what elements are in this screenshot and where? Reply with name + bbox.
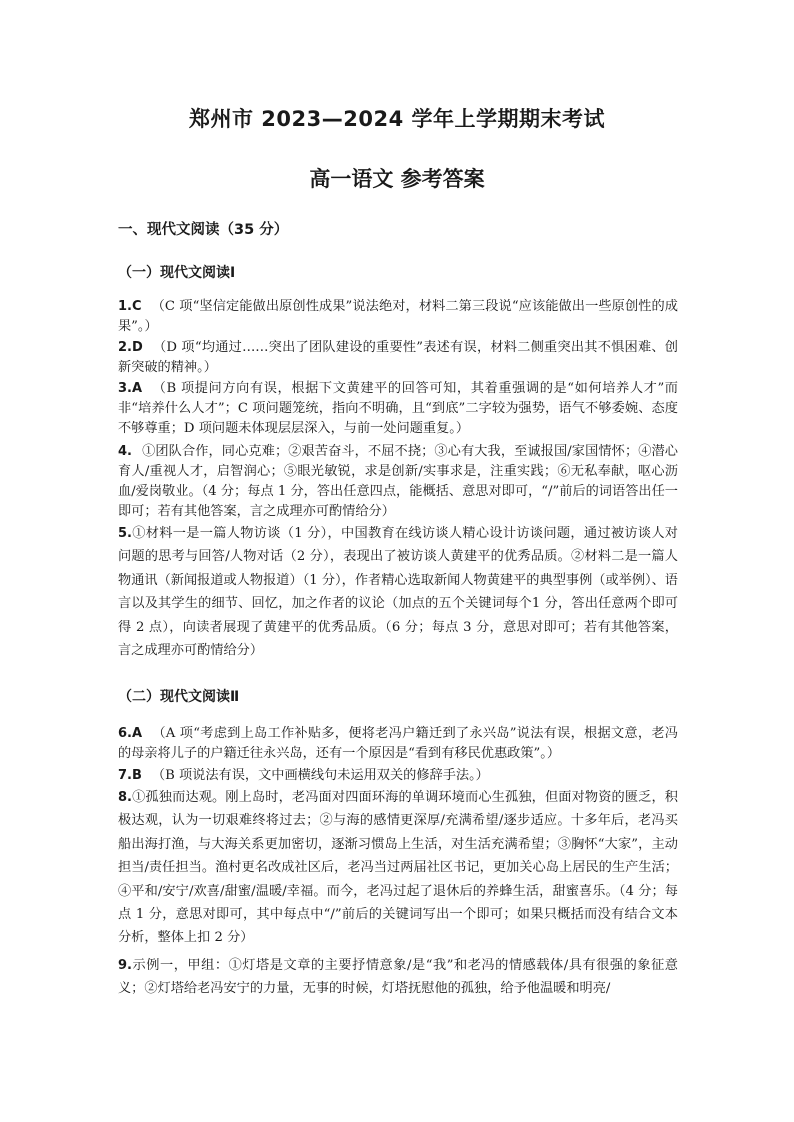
- answer-text: ①团队合作，同心克难；②艰苦奋斗，不屈不挠；③心有大我，至诚报国/家国情怀；④潜心育人/重视人才，启智润心；⑤眼光敏锐，求是创新/实事求是，注重实践；⑥无私奉献，呕心沥血/爱岗敬业。（4 分；每点 1 分，答出任意四点，能概括、意思对即可，“/”前后的词语答出任一即可；若有其他答案，言之成理亦可酌情给分）: [118, 444, 678, 519]
- document-title: 郑州市 2023—2024 学年上学期期末考试: [188, 107, 605, 131]
- answer-number: 1.C: [118, 299, 142, 314]
- answer-item-3: [118, 379, 678, 439]
- answer-item-6: [118, 724, 678, 764]
- answer-text: （A 项“考虑到上岛工作补贴多，便将老冯户籍迁到了永兴岛”说法有误，根据文意，老冯的母亲将儿子的户籍迁往永兴岛，还有一个原因是“看到有移民优惠政策”。）: [118, 726, 678, 761]
- answer-number: 2.D: [118, 340, 143, 355]
- answer-number: 3.A: [118, 381, 143, 396]
- answer-item-5: [118, 522, 678, 662]
- answer-item-9: [118, 954, 678, 1001]
- subsection-heading-1: （一）现代文阅读Ⅰ: [118, 265, 236, 281]
- answer-number: 5.: [118, 526, 132, 541]
- answer-text: （B 项说法有误，文中画横线句未运用双关的修辞手法。）: [151, 768, 489, 783]
- document-subtitle: 高一语文 参考答案: [309, 167, 485, 191]
- subsection-heading-2: （二）现代文阅读Ⅱ: [118, 689, 240, 705]
- answer-number: 7.B: [118, 768, 142, 783]
- answer-item-8: [118, 786, 678, 950]
- answer-item-4: [118, 442, 678, 522]
- answer-text: （D 项“均通过……突出了团队建设的重要性”表述有误，材料二侧重突出其不惧困难、创新突破的精神。）: [118, 340, 678, 375]
- answer-text: ①材料一是一篇人物访谈（1 分），中国教育在线访谈人精心设计访谈问题，通过被访谈人对问题的思考与回答/人物对话（2 分），表现出了被访谈人黄建平的优秀品质。②材料二是一篇人物通讯（新闻报道或人物报道）（1 分），作者精心选取新闻人物黄建平的典型事例（或举例）、语言以及其学生的细节、回忆，加之作者的议论（加点的五个关键词每个1 分，答出任意两个即可得 2 点），向读者展现了黄建平的优秀品质。（6 分；每点 3 分，意思对即可；若有其他答案，言之成理亦可酌情给分）: [118, 526, 678, 659]
- answer-item-7: [118, 766, 678, 786]
- answer-text: 示例一，甲组：①灯塔是文章的主要抒情意象/是“我”和老冯的情感载体/具有很强的象征意义；②灯塔给老冯安宁的力量，无事的时候，灯塔抚慰他的孤独，给予他温暖和明亮/: [118, 958, 678, 997]
- answer-number: 8.: [118, 790, 132, 805]
- answer-number: 4.: [118, 444, 132, 459]
- answer-item-1: [118, 297, 678, 337]
- answer-text: （C 项“坚信定能做出原创性成果”说法绝对，材料二第三段说“应该能做出一些原创性的成果”。）: [118, 299, 678, 334]
- answer-number: 6.A: [118, 726, 143, 741]
- answer-item-2: [118, 338, 678, 378]
- answer-text: ①孤独而达观。刚上岛时，老冯面对四面环海的单调环境而心生孤独，但面对物资的匮乏，积极达观，认为一切艰难终将过去；②与海的感情更深厚/充满希望/逐步适应。十多年后，老冯买船出海打渔，与大海关系更加密切，逐渐习惯岛上生活，对生活充满希望；③胸怀“大家”，主动担当/责任担当。渔村更名改成社区后，老冯当过两届社区书记，更加关心岛上居民的生产生活；④平和/安宁/欢喜/甜蜜/温暖/幸福。而今，老冯过起了退休后的养蜂生活，甜蜜喜乐。（4 分；每点 1 分，意思对即可，其中每点中“/”前后的关键词写出一个即可；如果只概括而没有结合文本分析，整体上扣 2 分）: [118, 790, 678, 946]
- section-heading: 一、现代文阅读（35 分）: [118, 222, 289, 238]
- answer-number: 9.: [118, 958, 132, 973]
- answer-text: （B 项提问方向有误，根据下文黄建平的回答可知，其着重强调的是“如何培养人才”而非“培养什么人才”；C 项问题笼统，指向不明确，且“到底”二字较为强势，语气不够委婉、态度不够尊重；D 项问题未体现层层深入，与前一处问题重复。）: [118, 381, 678, 436]
